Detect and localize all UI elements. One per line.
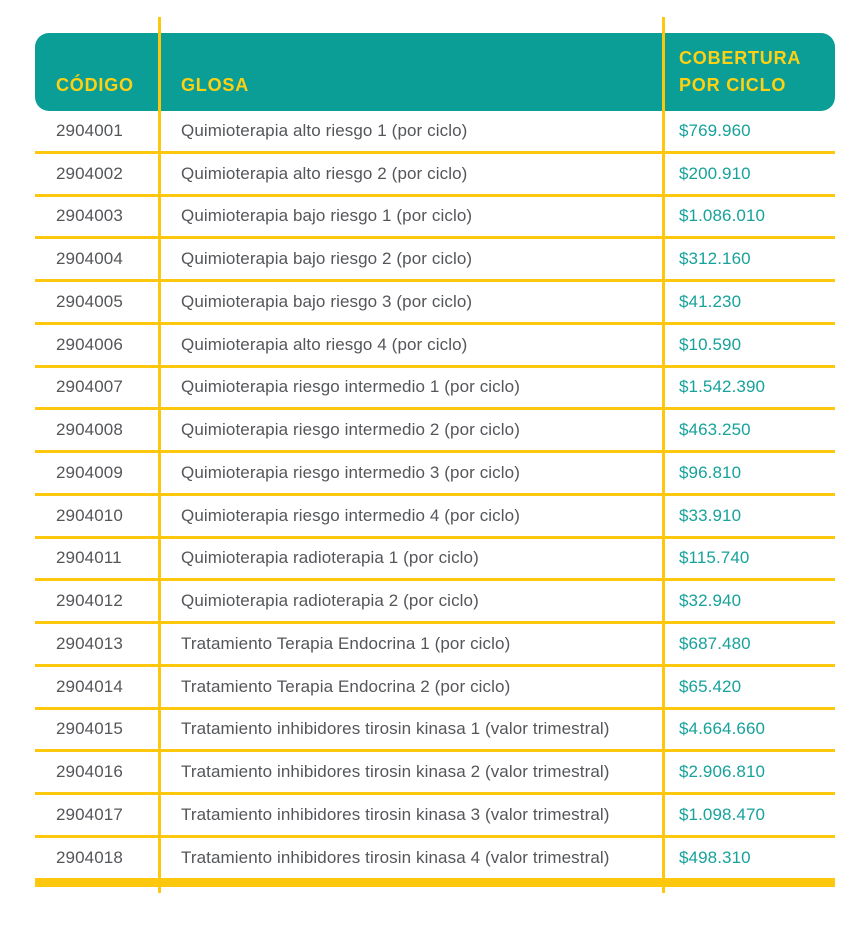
table-row — [35, 453, 835, 496]
glosa-cell: Quimioterapia riesgo intermedio 2 (por ciclo) — [181, 420, 520, 440]
table-row — [35, 838, 835, 881]
table-row — [35, 197, 835, 240]
table-row — [35, 539, 835, 582]
code-cell: 2904008 — [56, 420, 123, 440]
code-cell: 2904014 — [56, 676, 123, 696]
coverage-cell: $498.310 — [679, 847, 751, 867]
coverage-cell: $1.098.470 — [679, 804, 766, 824]
column-divider-line-2 — [662, 17, 665, 893]
glosa-cell: Quimioterapia riesgo intermedio 3 (por ciclo) — [181, 462, 520, 482]
glosa-cell: Quimioterapia bajo riesgo 3 (por ciclo) — [181, 291, 473, 311]
code-cell: 2904018 — [56, 847, 123, 867]
coverage-cell: $41.230 — [679, 291, 742, 311]
coverage-cell: $769.960 — [679, 120, 751, 140]
table-row — [35, 496, 835, 539]
column-divider-line-1 — [158, 17, 161, 893]
table-row — [35, 410, 835, 453]
glosa-cell: Quimioterapia alto riesgo 4 (por ciclo) — [181, 334, 468, 354]
table-row — [35, 154, 835, 197]
table-row — [35, 111, 835, 154]
glosa-cell: Quimioterapia radioterapia 2 (por ciclo) — [181, 591, 479, 611]
table-row — [35, 624, 835, 667]
glosa-cell: Tratamiento Terapia Endocrina 1 (por ciclo) — [181, 633, 511, 653]
code-cell: 2904017 — [56, 804, 123, 824]
code-cell: 2904012 — [56, 591, 123, 611]
glosa-cell: Tratamiento inhibidores tirosin kinasa 3 (valor trimestral) — [181, 804, 610, 824]
table-row — [35, 710, 835, 753]
glosa-cell: Tratamiento inhibidores tirosin kinasa 4 (valor trimestral) — [181, 847, 610, 867]
coverage-cell: $10.590 — [679, 334, 742, 354]
code-cell: 2904010 — [56, 505, 123, 525]
coverage-cell: $65.420 — [679, 676, 742, 696]
coverage-cell: $32.940 — [679, 591, 742, 611]
table-bottom-border — [35, 881, 835, 887]
code-cell: 2904016 — [56, 762, 123, 782]
code-cell: 2904001 — [56, 120, 123, 140]
glosa-cell: Quimioterapia riesgo intermedio 1 (por ciclo) — [181, 377, 520, 397]
code-cell: 2904002 — [56, 163, 123, 183]
table-row — [35, 282, 835, 325]
table-row — [35, 752, 835, 795]
column-header-glosa: GLOSA — [181, 75, 250, 95]
code-cell: 2904013 — [56, 633, 123, 653]
table-row — [35, 667, 835, 710]
coverage-cell: $312.160 — [679, 249, 751, 269]
coverage-cell: $33.910 — [679, 505, 742, 525]
glosa-cell: Tratamiento Terapia Endocrina 2 (por ciclo) — [181, 676, 511, 696]
table-row — [35, 368, 835, 411]
glosa-cell: Quimioterapia bajo riesgo 2 (por ciclo) — [181, 249, 473, 269]
glosa-cell: Quimioterapia radioterapia 1 (por ciclo) — [181, 548, 479, 568]
glosa-cell: Tratamiento inhibidores tirosin kinasa 2 (valor trimestral) — [181, 762, 610, 782]
glosa-cell: Quimioterapia alto riesgo 1 (por ciclo) — [181, 120, 468, 140]
glosa-cell: Quimioterapia bajo riesgo 1 (por ciclo) — [181, 206, 473, 226]
table-row — [35, 581, 835, 624]
coverage-cell: $463.250 — [679, 420, 751, 440]
code-cell: 2904009 — [56, 462, 123, 482]
glosa-cell: Quimioterapia riesgo intermedio 4 (por ciclo) — [181, 505, 520, 525]
coverage-cell: $200.910 — [679, 163, 751, 183]
table-row — [35, 239, 835, 282]
code-cell: 2904003 — [56, 206, 123, 226]
coverage-cell: $2.906.810 — [679, 762, 766, 782]
code-cell: 2904007 — [56, 377, 123, 397]
coverage-cell: $1.086.010 — [679, 206, 766, 226]
code-cell: 2904015 — [56, 719, 123, 739]
glosa-cell: Tratamiento inhibidores tirosin kinasa 1 (valor trimestral) — [181, 719, 610, 739]
table-header — [35, 33, 835, 111]
coverage-cell: $4.664.660 — [679, 719, 766, 739]
table-row — [35, 795, 835, 838]
table-body — [35, 111, 835, 881]
code-cell: 2904006 — [56, 334, 123, 354]
coverage-cell: $1.542.390 — [679, 377, 766, 397]
coverage-cell: $115.740 — [679, 548, 750, 568]
coverage-cell: $687.480 — [679, 633, 751, 653]
code-cell: 2904011 — [56, 548, 122, 568]
coverage-cell: $96.810 — [679, 462, 742, 482]
column-header-cobertura-por-ciclo: COBERTURA POR CICLO — [679, 48, 801, 95]
coverage-table — [35, 0, 835, 887]
column-header-codigo: CÓDIGO — [56, 75, 134, 95]
code-cell: 2904004 — [56, 249, 123, 269]
table-row — [35, 325, 835, 368]
code-cell: 2904005 — [56, 291, 123, 311]
glosa-cell: Quimioterapia alto riesgo 2 (por ciclo) — [181, 163, 468, 183]
